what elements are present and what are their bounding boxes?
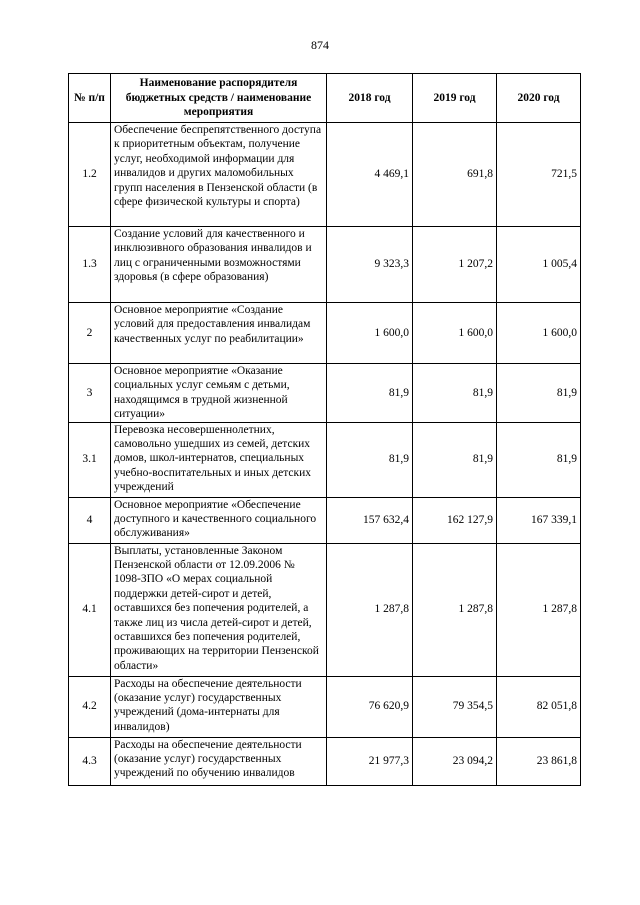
row-number: 4.1 [69,543,111,676]
value-2019: 23 094,2 [413,737,497,785]
table-row [69,422,581,497]
value-2020: 82 051,8 [497,676,581,737]
value-2020: 1 287,8 [497,543,581,676]
table-row [69,303,581,364]
row-name: Обеспечение беспрепятственного доступа к приоритетным объектам, получение услуг, необходимой информации для инвалидов и других маломобильных групп населения в Пензенской области (в сфере физической культуры и спорта) [111,123,327,227]
row-name: Расходы на обеспечение деятельности (оказание услуг) государственных учреждений (дома-интернаты для инвалидов) [111,676,327,737]
value-2018: 1 600,0 [327,303,413,364]
table-row [69,227,581,303]
table-row [69,364,581,423]
row-number: 4.2 [69,676,111,737]
value-2018: 4 469,1 [327,123,413,227]
page-number: 874 [311,38,329,52]
row-name: Основное мероприятие «Создание условий для предоставления инвалидам качественных услуг по реабилитации» [111,303,327,364]
value-2019: 1 287,8 [413,543,497,676]
value-2019: 81,9 [413,364,497,423]
value-2018: 81,9 [327,364,413,423]
header-2019: 2019 год [413,74,497,123]
table-row [69,497,581,543]
value-2019: 162 127,9 [413,497,497,543]
row-name: Расходы на обеспечение деятельности (оказание услуг) государственных учреждений по обучению инвалидов [111,737,327,785]
header-2018: 2018 год [327,74,413,123]
row-number: 4.3 [69,737,111,785]
table-row [69,123,581,227]
header-name: Наименование распорядителя бюджетных средств / наименование мероприятия [111,74,327,123]
row-number: 4 [69,497,111,543]
table-header-row [69,74,581,123]
value-2018: 81,9 [327,422,413,497]
value-2020: 81,9 [497,364,581,423]
value-2019: 81,9 [413,422,497,497]
value-2020: 1 005,4 [497,227,581,303]
value-2020: 81,9 [497,422,581,497]
row-number: 1.2 [69,123,111,227]
row-number: 3 [69,364,111,423]
table-row [69,543,581,676]
row-name: Выплаты, установленные Законом Пензенской области от 12.09.2006 № 1098-ЗПО «О мерах социальной поддержки детей-сирот и детей, оставшихся без попечения родителей, а также лиц из числа детей-сирот и детей, оставшихся без попечения родителей, проживающих на территории Пензенской области» [111,543,327,676]
row-name: Перевозка несовершеннолетних, самовольно ушедших из семей, детских домов, школ-интернатов, специальных учебно-воспитательных и иных детских учреждений [111,422,327,497]
value-2018: 157 632,4 [327,497,413,543]
row-number: 3.1 [69,422,111,497]
value-2018: 76 620,9 [327,676,413,737]
value-2020: 167 339,1 [497,497,581,543]
value-2018: 1 287,8 [327,543,413,676]
value-2018: 9 323,3 [327,227,413,303]
value-2018: 21 977,3 [327,737,413,785]
value-2019: 79 354,5 [413,676,497,737]
value-2020: 721,5 [497,123,581,227]
header-number: № п/п [69,74,111,123]
value-2019: 1 600,0 [413,303,497,364]
value-2019: 691,8 [413,123,497,227]
value-2019: 1 207,2 [413,227,497,303]
budget-table [68,73,581,786]
row-number: 1.3 [69,227,111,303]
table-row [69,676,581,737]
value-2020: 1 600,0 [497,303,581,364]
value-2020: 23 861,8 [497,737,581,785]
row-name: Основное мероприятие «Обеспечение доступного и качественного социального обслуживания» [111,497,327,543]
row-name: Основное мероприятие «Оказание социальных услуг семьям с детьми, находящимся в трудной жизненной ситуации» [111,364,327,423]
row-number: 2 [69,303,111,364]
table-row [69,737,581,785]
header-2020: 2020 год [497,74,581,123]
row-name: Создание условий для качественного и инклюзивного образования инвалидов и лиц с ограниченными возможностями здоровья (в сфере образования) [111,227,327,303]
